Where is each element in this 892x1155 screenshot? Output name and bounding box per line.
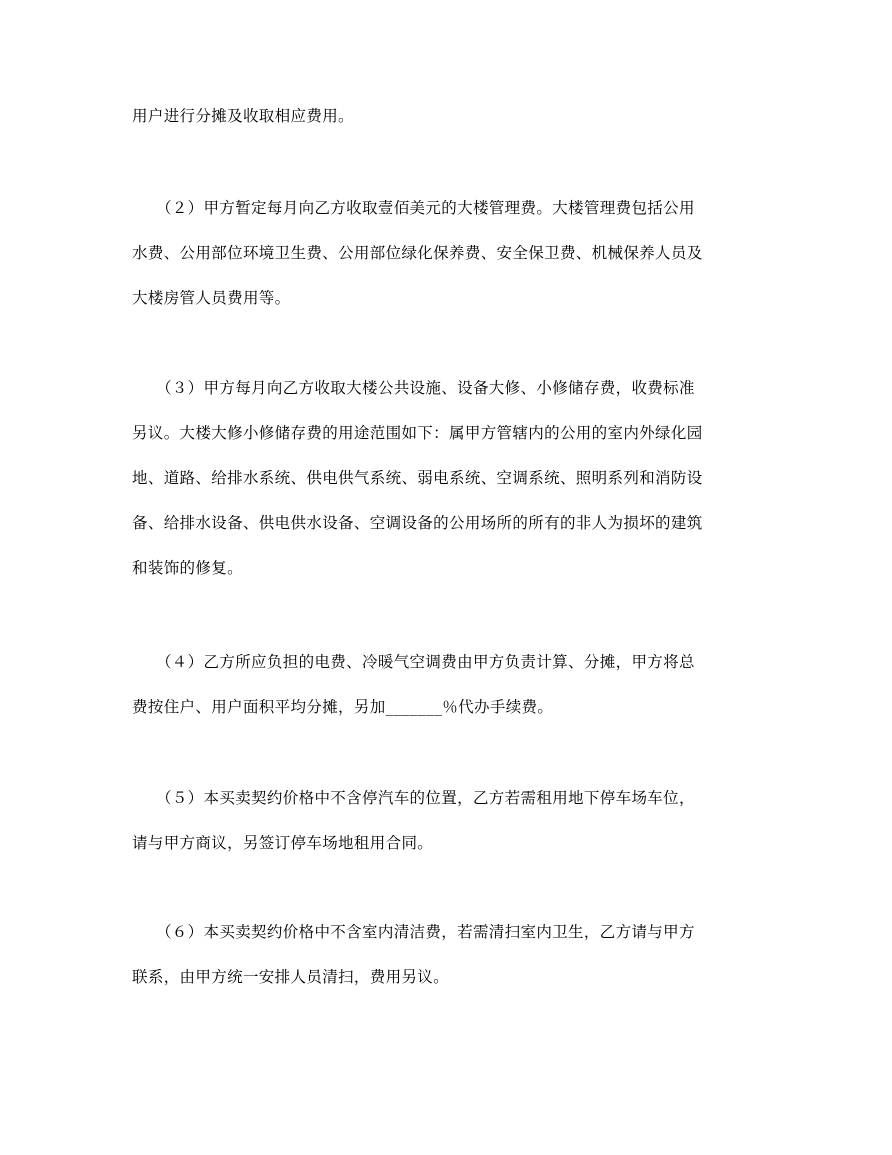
text-line: （３）甲方每月向乙方收取大楼公共设施、设备大修、小修储存费，收费标准 [132, 379, 695, 397]
text-line: 大楼房管人员费用等。 [132, 289, 291, 307]
text-line: 联系，由甲方统一安排人员清扫，费用另议。 [132, 968, 450, 986]
text-line: （５）本买卖契约价格中不含停汽车的位置，乙方若需租用地下停车场车位， [132, 789, 695, 807]
paragraph-continuation [132, 94, 772, 139]
paragraph-clause-3 [132, 366, 772, 591]
text-line: 费按住户、用户面积平均分摊，另加_______％代办手续费。 [132, 698, 554, 716]
text-line: 备、给排水设备、供电供水设备、空调设备的公用场所的所有的非人为损坏的建筑 [132, 514, 703, 532]
text-line: 请与甲方商议，另签订停车场地租用合同。 [132, 834, 434, 852]
text-line: （６）本买卖契约价格中不含室内清洁费，若需清扫室内卫生，乙方请与甲方 [132, 923, 695, 941]
text-line: 和装饰的修复。 [132, 559, 243, 577]
text-line: 另议。大楼大修小修储存费的用途范围如下：属甲方管辖内的公用的室内外绿化园 [132, 424, 703, 442]
paragraph-clause-2 [132, 186, 772, 321]
text-line: 地、道路、给排水系统、供电供气系统、弱电系统、空调系统、照明系列和消防设 [132, 469, 703, 487]
paragraph-clause-4 [132, 640, 772, 730]
text-line: （４）乙方所应负担的电费、冷暖气空调费由甲方负责计算、分摊，甲方将总 [132, 653, 695, 671]
text-line: 用户进行分摊及收取相应费用。 [132, 107, 354, 125]
paragraph-clause-5 [132, 776, 772, 866]
text-line: 水费、公用部位环境卫生费、公用部位绿化保养费、安全保卫费、机械保养人员及 [132, 244, 703, 262]
text-line: （２）甲方暂定每月向乙方收取壹佰美元的大楼管理费。大楼管理费包括公用 [132, 199, 695, 217]
paragraph-clause-6 [132, 910, 772, 1000]
